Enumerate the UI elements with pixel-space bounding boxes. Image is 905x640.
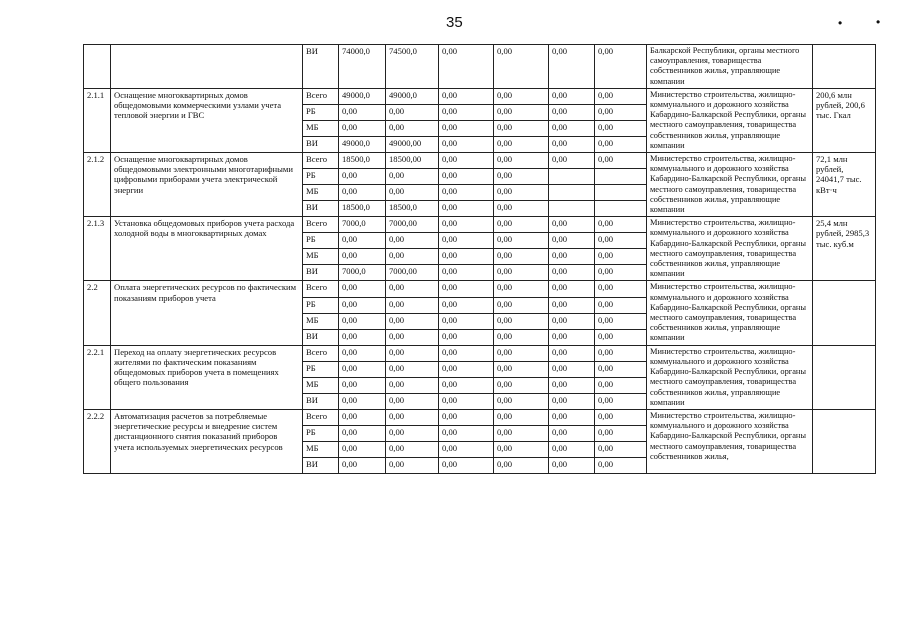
amount-cell: 0,00 (549, 377, 595, 393)
funding-source: Всего (303, 345, 339, 361)
amount-cell: 0,00 (439, 233, 494, 249)
funding-source: ВИ (303, 45, 339, 89)
amount-cell: 0,00 (549, 313, 595, 329)
amount-cell: 0,00 (494, 104, 549, 120)
amount-cell: 0,00 (595, 313, 647, 329)
amount-cell: 0,00 (549, 457, 595, 473)
measure-name: Оснащение многоквартирных домов общедомовыми электронными многотарифными цифровыми приборами учета электрической энергии (111, 153, 303, 217)
amount-cell: 0,00 (494, 297, 549, 313)
amount-cell: 0,00 (549, 329, 595, 345)
amount-cell: 0,00 (549, 233, 595, 249)
amount-cell: 0,00 (549, 45, 595, 89)
table-row (84, 217, 876, 233)
amount-cell: 0,00 (339, 345, 386, 361)
amount-cell: 0,00 (595, 233, 647, 249)
amount-cell: 0,00 (494, 249, 549, 265)
amount-cell: 0,00 (339, 185, 386, 201)
amount-cell: 0,00 (549, 265, 595, 281)
table-row (84, 345, 876, 361)
amount-cell: 0,00 (339, 313, 386, 329)
amount-cell: 0,00 (549, 345, 595, 361)
amount-cell: 0,00 (339, 233, 386, 249)
amount-cell: 0,00 (549, 425, 595, 441)
amount-cell: 0,00 (339, 457, 386, 473)
table-row (84, 45, 876, 89)
amount-cell: 0,00 (439, 457, 494, 473)
amount-cell: 0,00 (439, 425, 494, 441)
amount-cell (549, 169, 595, 185)
amount-cell: 0,00 (595, 136, 647, 152)
amount-cell: 0,00 (439, 201, 494, 217)
amount-cell: 49000,0 (339, 88, 386, 104)
amount-cell: 0,00 (494, 265, 549, 281)
amount-cell: 0,00 (549, 297, 595, 313)
amount-cell: 0,00 (595, 249, 647, 265)
amount-cell: 7000,00 (386, 265, 439, 281)
amount-cell: 0,00 (439, 329, 494, 345)
amount-cell: 0,00 (549, 120, 595, 136)
amount-cell: 7000,0 (339, 217, 386, 233)
amount-cell: 0,00 (595, 217, 647, 233)
amount-cell: 0,00 (549, 361, 595, 377)
amount-cell: 0,00 (339, 409, 386, 425)
amount-cell: 0,00 (549, 249, 595, 265)
funding-source: Всего (303, 88, 339, 104)
amount-cell: 0,00 (595, 345, 647, 361)
measure-name (111, 45, 303, 89)
amount-cell: 0,00 (386, 281, 439, 297)
amount-cell: 0,00 (549, 88, 595, 104)
amount-cell: 0,00 (386, 457, 439, 473)
indicator: 200,6 млн рублей, 200,6 тыс. Гкал (813, 88, 876, 152)
table-body (84, 45, 876, 474)
amount-cell: 18500,0 (339, 153, 386, 169)
funding-source: ВИ (303, 265, 339, 281)
amount-cell: 0,00 (386, 185, 439, 201)
amount-cell: 0,00 (494, 377, 549, 393)
amount-cell: 0,00 (386, 393, 439, 409)
amount-cell: 0,00 (386, 120, 439, 136)
amount-cell (549, 185, 595, 201)
amount-cell: 0,00 (339, 425, 386, 441)
amount-cell (549, 201, 595, 217)
scan-mark: • (876, 15, 881, 29)
amount-cell: 0,00 (439, 313, 494, 329)
amount-cell: 0,00 (439, 153, 494, 169)
amount-cell: 0,00 (494, 393, 549, 409)
amount-cell: 0,00 (549, 136, 595, 152)
amount-cell: 0,00 (494, 425, 549, 441)
measure-name: Оплата энергетических ресурсов по фактическим показаниям приборов учета (111, 281, 303, 345)
amount-cell: 0,00 (386, 409, 439, 425)
amount-cell: 0,00 (595, 104, 647, 120)
amount-cell: 0,00 (439, 281, 494, 297)
indicator (813, 281, 876, 345)
amount-cell: 0,00 (549, 409, 595, 425)
amount-cell: 0,00 (494, 201, 549, 217)
funding-source: ВИ (303, 329, 339, 345)
funding-source: МБ (303, 441, 339, 457)
indicator: 72,1 млн рублей, 24041,7 тыс. кВт·ч (813, 153, 876, 217)
funding-source: Всего (303, 217, 339, 233)
amount-cell: 0,00 (595, 377, 647, 393)
funding-source: Всего (303, 153, 339, 169)
indicator (813, 345, 876, 409)
amount-cell: 18500,0 (339, 201, 386, 217)
amount-cell: 0,00 (339, 297, 386, 313)
amount-cell: 0,00 (339, 329, 386, 345)
amount-cell: 0,00 (439, 345, 494, 361)
amount-cell: 49000,0 (339, 136, 386, 152)
amount-cell: 0,00 (339, 441, 386, 457)
amount-cell: 0,00 (595, 441, 647, 457)
table-row (84, 281, 876, 297)
funding-source: РБ (303, 169, 339, 185)
amount-cell: 0,00 (595, 281, 647, 297)
program-table (83, 44, 876, 474)
amount-cell: 0,00 (494, 120, 549, 136)
amount-cell: 0,00 (494, 88, 549, 104)
amount-cell: 0,00 (386, 249, 439, 265)
amount-cell: 0,00 (494, 409, 549, 425)
amount-cell: 0,00 (595, 329, 647, 345)
amount-cell: 0,00 (494, 45, 549, 89)
amount-cell: 74500,0 (386, 45, 439, 89)
amount-cell: 0,00 (494, 185, 549, 201)
amount-cell: 0,00 (339, 249, 386, 265)
amount-cell: 0,00 (549, 104, 595, 120)
amount-cell: 0,00 (439, 441, 494, 457)
executor: Балкарской Республики, органы местного самоуправления, товарищества собственников жилья, управляющие компании (647, 45, 813, 89)
page-number: 35 (446, 14, 463, 31)
amount-cell: 0,00 (494, 233, 549, 249)
amount-cell: 0,00 (494, 361, 549, 377)
amount-cell: 18500,00 (386, 153, 439, 169)
table-row (84, 88, 876, 104)
amount-cell: 0,00 (439, 393, 494, 409)
indicator: 25,4 млн рублей, 2985,3 тыс. куб.м (813, 217, 876, 281)
amount-cell: 0,00 (439, 169, 494, 185)
item-number: 2.1.1 (84, 88, 111, 152)
amount-cell: 0,00 (494, 313, 549, 329)
amount-cell: 0,00 (595, 409, 647, 425)
funding-source: РБ (303, 361, 339, 377)
amount-cell: 0,00 (386, 425, 439, 441)
amount-cell: 0,00 (386, 345, 439, 361)
amount-cell: 0,00 (595, 153, 647, 169)
amount-cell: 0,00 (339, 377, 386, 393)
amount-cell: 0,00 (386, 377, 439, 393)
amount-cell: 0,00 (439, 88, 494, 104)
funding-source: ВИ (303, 393, 339, 409)
amount-cell: 0,00 (494, 457, 549, 473)
amount-cell: 7000,0 (339, 265, 386, 281)
amount-cell: 0,00 (439, 104, 494, 120)
executor: Министерство строительства, жилищно-коммунального и дорожного хозяйства Кабардино-Балкарской Республики, органы местного самоуправления, товарищества собственников жилья, управляющие компании (647, 88, 813, 152)
amount-cell: 0,00 (339, 120, 386, 136)
amount-cell: 74000,0 (339, 45, 386, 89)
amount-cell: 0,00 (595, 265, 647, 281)
amount-cell: 0,00 (549, 281, 595, 297)
amount-cell: 0,00 (549, 393, 595, 409)
amount-cell: 0,00 (494, 329, 549, 345)
amount-cell: 0,00 (386, 104, 439, 120)
amount-cell (595, 169, 647, 185)
item-number: 2.2 (84, 281, 111, 345)
amount-cell: 0,00 (339, 169, 386, 185)
amount-cell: 0,00 (549, 217, 595, 233)
item-number: 2.1.3 (84, 217, 111, 281)
amount-cell: 0,00 (595, 120, 647, 136)
funding-source: РБ (303, 425, 339, 441)
measure-name: Переход на оплату энергетических ресурсов жителями по фактическим показаниям общедомовых приборов учета в помещениях общего пользования (111, 345, 303, 409)
funding-source: РБ (303, 233, 339, 249)
funding-source: МБ (303, 377, 339, 393)
amount-cell: 0,00 (439, 136, 494, 152)
measure-name: Оснащение многоквартирных домов общедомовыми коммерческими узлами учета тепловой энергии и ГВС (111, 88, 303, 152)
amount-cell: 0,00 (386, 169, 439, 185)
amount-cell: 0,00 (494, 153, 549, 169)
table-row (84, 409, 876, 425)
amount-cell: 0,00 (595, 361, 647, 377)
amount-cell: 0,00 (595, 425, 647, 441)
amount-cell: 0,00 (386, 441, 439, 457)
amount-cell: 0,00 (439, 297, 494, 313)
amount-cell: 0,00 (386, 361, 439, 377)
amount-cell: 0,00 (494, 441, 549, 457)
amount-cell: 0,00 (386, 313, 439, 329)
amount-cell: 0,00 (494, 217, 549, 233)
funding-source: ВИ (303, 136, 339, 152)
funding-source: РБ (303, 297, 339, 313)
amount-cell: 0,00 (386, 329, 439, 345)
amount-cell: 0,00 (595, 297, 647, 313)
amount-cell (595, 201, 647, 217)
amount-cell: 0,00 (439, 249, 494, 265)
amount-cell: 0,00 (439, 361, 494, 377)
amount-cell: 0,00 (439, 120, 494, 136)
funding-source: ВИ (303, 201, 339, 217)
item-number: 2.2.2 (84, 409, 111, 473)
amount-cell: 0,00 (595, 393, 647, 409)
funding-source: МБ (303, 120, 339, 136)
table-row (84, 153, 876, 169)
amount-cell: 0,00 (595, 88, 647, 104)
funding-source: МБ (303, 185, 339, 201)
amount-cell: 0,00 (549, 153, 595, 169)
amount-cell: 0,00 (494, 281, 549, 297)
funding-source: Всего (303, 281, 339, 297)
executor: Министерство строительства, жилищно-коммунального и дорожного хозяйства Кабардино-Балкарской Республики, органы местного самоуправления, товарищества собственников жилья, управляющие компании (647, 153, 813, 217)
amount-cell: 0,00 (439, 377, 494, 393)
item-number: 2.1.2 (84, 153, 111, 217)
amount-cell: 49000,00 (386, 136, 439, 152)
indicator (813, 45, 876, 89)
amount-cell: 49000,0 (386, 88, 439, 104)
amount-cell: 0,00 (439, 409, 494, 425)
amount-cell: 0,00 (339, 393, 386, 409)
amount-cell: 7000,00 (386, 217, 439, 233)
measure-name: Автоматизация расчетов за потребляемые энергетические ресурсы и внедрение систем дистанционного снятия показаний приборов учета используемых энергетических ресурсов (111, 409, 303, 473)
amount-cell: 18500,0 (386, 201, 439, 217)
funding-source: РБ (303, 104, 339, 120)
amount-cell: 0,00 (439, 217, 494, 233)
amount-cell: 0,00 (549, 441, 595, 457)
amount-cell: 0,00 (386, 297, 439, 313)
executor: Министерство строительства, жилищно-коммунального и дорожного хозяйства Кабардино-Балкарской Республики, органы местного самоуправления, товарищества собственников жилья, управляющие компании (647, 281, 813, 345)
amount-cell: 0,00 (439, 45, 494, 89)
amount-cell (595, 185, 647, 201)
amount-cell: 0,00 (494, 136, 549, 152)
item-number (84, 45, 111, 89)
amount-cell: 0,00 (595, 457, 647, 473)
executor: Министерство строительства, жилищно-коммунального и дорожного хозяйства Кабардино-Балкарской Республики, органы местного самоуправления, товарищества собственников жилья, (647, 409, 813, 473)
funding-source: МБ (303, 249, 339, 265)
amount-cell: 0,00 (494, 345, 549, 361)
indicator (813, 409, 876, 473)
scan-mark: • (838, 16, 843, 30)
amount-cell: 0,00 (439, 185, 494, 201)
amount-cell: 0,00 (386, 233, 439, 249)
measure-name: Установка общедомовых приборов учета расхода холодной воды в многоквартирных домах (111, 217, 303, 281)
funding-source: Всего (303, 409, 339, 425)
executor: Министерство строительства, жилищно-коммунального и дорожного хозяйства Кабардино-Балкарской Республики, органы местного самоуправления, товарищества собственников жилья, управляющие компании (647, 217, 813, 281)
executor: Министерство строительства, жилищно-коммунального и дорожного хозяйства Кабардино-Балкарской Республики, органы местного самоуправления, товарищества собственников жилья, управляющие компании (647, 345, 813, 409)
funding-source: МБ (303, 313, 339, 329)
item-number: 2.2.1 (84, 345, 111, 409)
amount-cell: 0,00 (595, 45, 647, 89)
amount-cell: 0,00 (339, 104, 386, 120)
funding-source: ВИ (303, 457, 339, 473)
amount-cell: 0,00 (339, 361, 386, 377)
amount-cell: 0,00 (494, 169, 549, 185)
amount-cell: 0,00 (339, 281, 386, 297)
amount-cell: 0,00 (439, 265, 494, 281)
